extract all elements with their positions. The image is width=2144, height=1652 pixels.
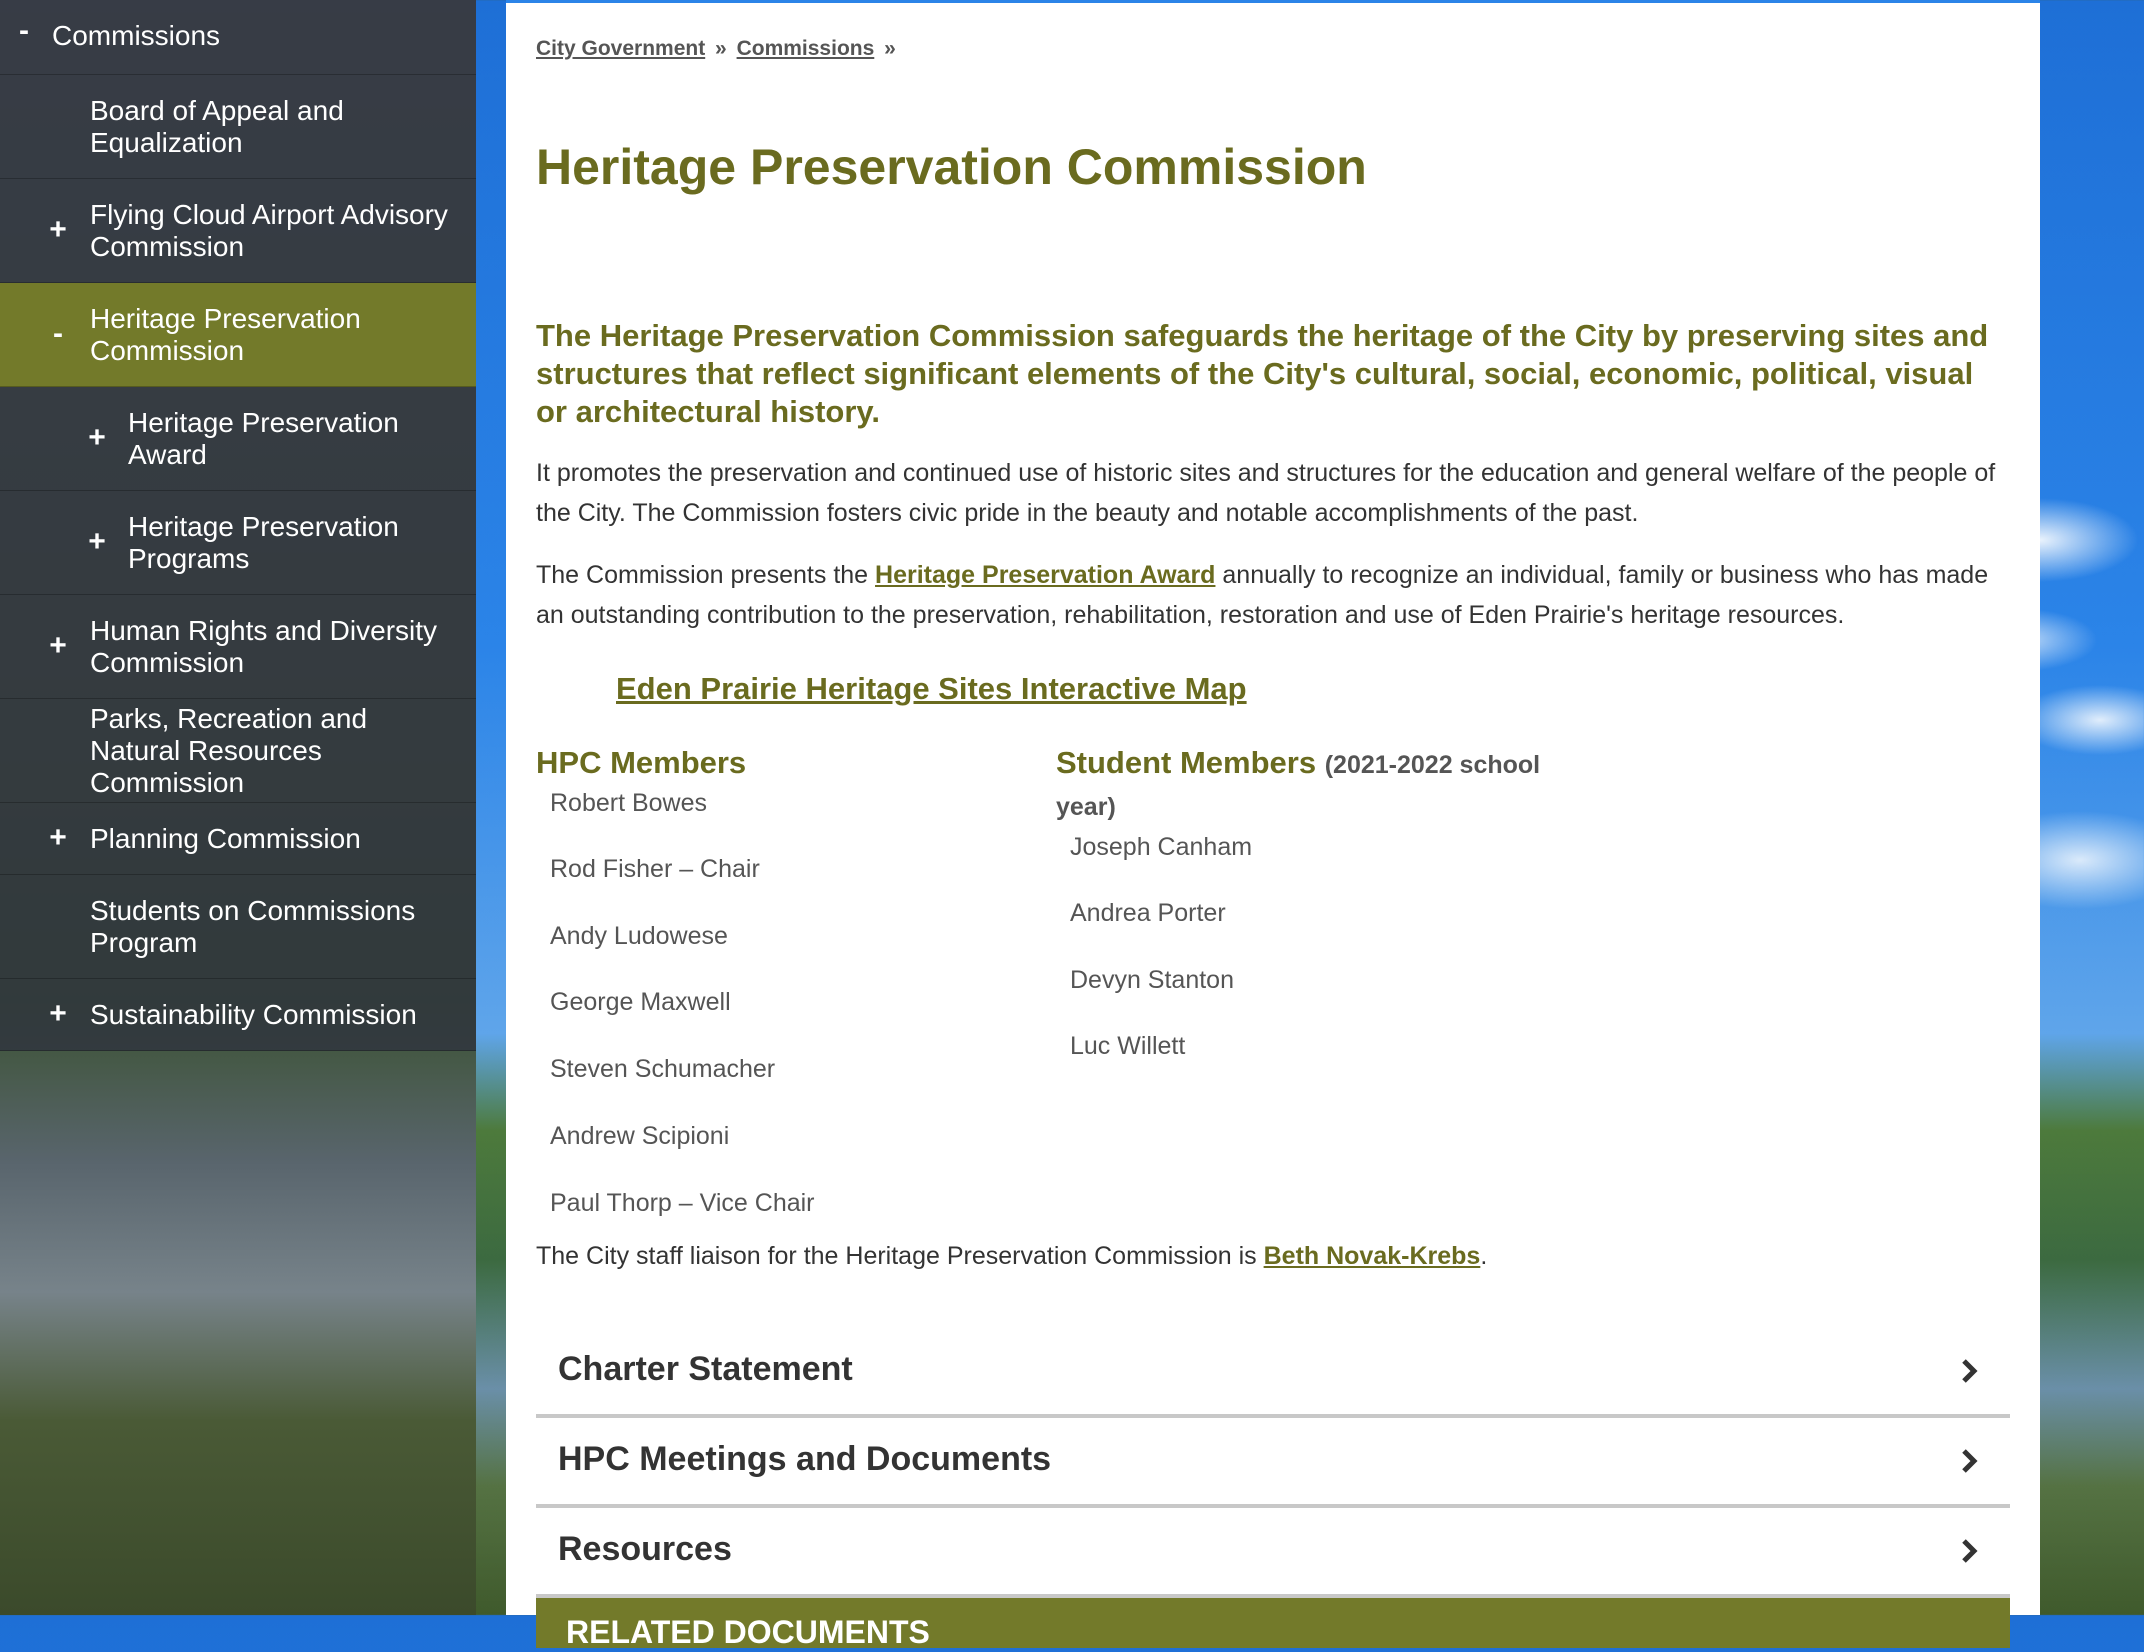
sidebar: [0, 0, 476, 1615]
lead-paragraph: The Heritage Preservation Commission safeguards the heritage of the City by preserving sites and structures that reflect significant elements of the City's cultural, social, economic, political, visual or architectural history.: [536, 318, 1989, 429]
accordion-charter-statement[interactable]: [536, 1328, 2010, 1418]
related-documents-header: [536, 1598, 2010, 1651]
liaison-link[interactable]: Beth Novak-Krebs: [1263, 1242, 1481, 1271]
sidebar-item-label: Commissions: [52, 20, 221, 51]
sidebar-item-label: Students on Commissions Program: [90, 894, 416, 958]
accordion: [536, 1328, 2010, 1651]
list-item: Rod Fisher – Chair: [550, 855, 760, 883]
sidebar-item-sustainability[interactable]: [0, 979, 476, 1051]
expand-icon[interactable]: +: [49, 213, 67, 246]
collapse-icon[interactable]: -: [53, 317, 63, 350]
sidebar-item-label: Human Rights and Diversity Commission: [90, 614, 438, 678]
sidebar-item-board-of-appeal[interactable]: [0, 75, 476, 179]
expand-icon[interactable]: +: [88, 525, 106, 558]
list-item: Robert Bowes: [550, 789, 708, 817]
sidebar-item-students-on-commissions[interactable]: [0, 875, 476, 979]
list-item: Steven Schumacher: [550, 1055, 776, 1084]
chevron-right-icon: [1954, 1356, 1984, 1386]
student-members-column: [1056, 743, 1576, 1236]
sidebar-item-heritage-award[interactable]: [0, 387, 476, 491]
school-year-note: (2021-2022 school year): [1056, 751, 1541, 821]
list-item: George Maxwell: [550, 988, 731, 1017]
award-paragraph-text: annually to recognize an individual, family or business who has made an outstanding contribution to the preservation, rehabilitation, restoration and use of Eden Prairie's heritage resources.: [536, 561, 1989, 629]
sidebar-item-label: Parks, Recreation and Natural Resources Commission: [90, 702, 368, 798]
sidebar-item-label: Heritage Preservation Commission: [90, 302, 361, 366]
list-item: Andy Ludowese: [550, 921, 728, 950]
expand-icon[interactable]: +: [49, 629, 67, 662]
list-item: Paul Thorp – Vice Chair: [550, 1188, 815, 1217]
list-item: Devyn Stanton: [1070, 965, 1234, 994]
list-item: Luc Willett: [1070, 1032, 1186, 1061]
sidebar-item-human-rights[interactable]: [0, 595, 476, 699]
list-item: Andrea Porter: [1070, 899, 1226, 927]
liaison-text-end: .: [1480, 1242, 1488, 1271]
list-item: Joseph Canham: [1070, 833, 1253, 861]
sidebar-nav: [0, 0, 476, 1051]
liaison-paragraph: [536, 1236, 2010, 1276]
liaison-text: The City staff liaison for the Heritage Preservation Commission is: [536, 1242, 1264, 1271]
intro-paragraph: It promotes the preservation and continued use of historic sites and structures for the education and general welfare of the people of the City. The Commission fosters civic pride in the beauty and notable accomplishments of the past.: [536, 459, 1996, 527]
expand-icon[interactable]: +: [49, 997, 67, 1030]
interactive-map-link[interactable]: Eden Prairie Heritage Sites Interactive Map: [616, 671, 1247, 706]
related-documents-title: RELATED DOCUMENTS: [566, 1614, 930, 1651]
sidebar-item-label: Heritage Preservation Award: [128, 406, 399, 470]
sidebar-item-flying-cloud[interactable]: [0, 179, 476, 283]
expand-icon[interactable]: +: [49, 821, 67, 854]
list-item: Andrew Scipioni: [550, 1121, 730, 1150]
accordion-title: HPC Meetings and Documents: [558, 1440, 1052, 1479]
sidebar-item-planning[interactable]: [0, 803, 476, 875]
accordion-title: Resources: [558, 1530, 732, 1569]
student-members-title: Student Members: [1056, 745, 1317, 780]
breadcrumb-link-commissions[interactable]: Commissions: [736, 37, 875, 60]
breadcrumb-separator: »: [715, 37, 727, 60]
accordion-title: Charter Statement: [558, 1350, 853, 1389]
heritage-award-link[interactable]: Heritage Preservation Award: [875, 561, 1216, 589]
sidebar-item-label: Flying Cloud Airport Advisory Commission: [90, 198, 448, 262]
sidebar-item-heritage-programs[interactable]: [0, 491, 476, 595]
main-content: [506, 0, 2040, 1651]
members-section: [536, 743, 2010, 1236]
accordion-resources[interactable]: [536, 1508, 2010, 1598]
hpc-members-column: [536, 743, 1056, 1236]
page-title: Heritage Preservation Commission: [536, 139, 1367, 195]
award-paragraph-text: The Commission presents the: [536, 561, 876, 589]
accordion-hpc-meetings[interactable]: [536, 1418, 2010, 1508]
breadcrumb-link-city-government[interactable]: City Government: [536, 37, 706, 60]
student-members-heading: [1056, 743, 1576, 827]
sidebar-item-label: Heritage Preservation Programs: [128, 510, 399, 574]
chevron-right-icon: [1954, 1536, 1984, 1566]
student-members-list: [1056, 827, 1576, 1080]
collapse-icon[interactable]: -: [19, 14, 29, 47]
hpc-members-list: [536, 783, 1056, 1236]
sidebar-item-parks-recreation[interactable]: [0, 699, 476, 803]
expand-icon[interactable]: +: [88, 421, 106, 454]
sidebar-item-commissions[interactable]: [0, 0, 476, 75]
breadcrumb: [536, 37, 2010, 67]
breadcrumb-separator: »: [884, 37, 896, 60]
award-paragraph: [536, 555, 2010, 635]
chevron-right-icon: [1954, 1446, 1984, 1476]
sidebar-item-label: Board of Appeal and Equalization: [90, 94, 344, 158]
sidebar-item-label: Planning Commission: [90, 822, 361, 854]
sidebar-item-label: Sustainability Commission: [90, 998, 417, 1030]
hpc-members-heading: HPC Members: [536, 745, 747, 780]
sidebar-item-heritage-preservation[interactable]: [0, 283, 476, 387]
